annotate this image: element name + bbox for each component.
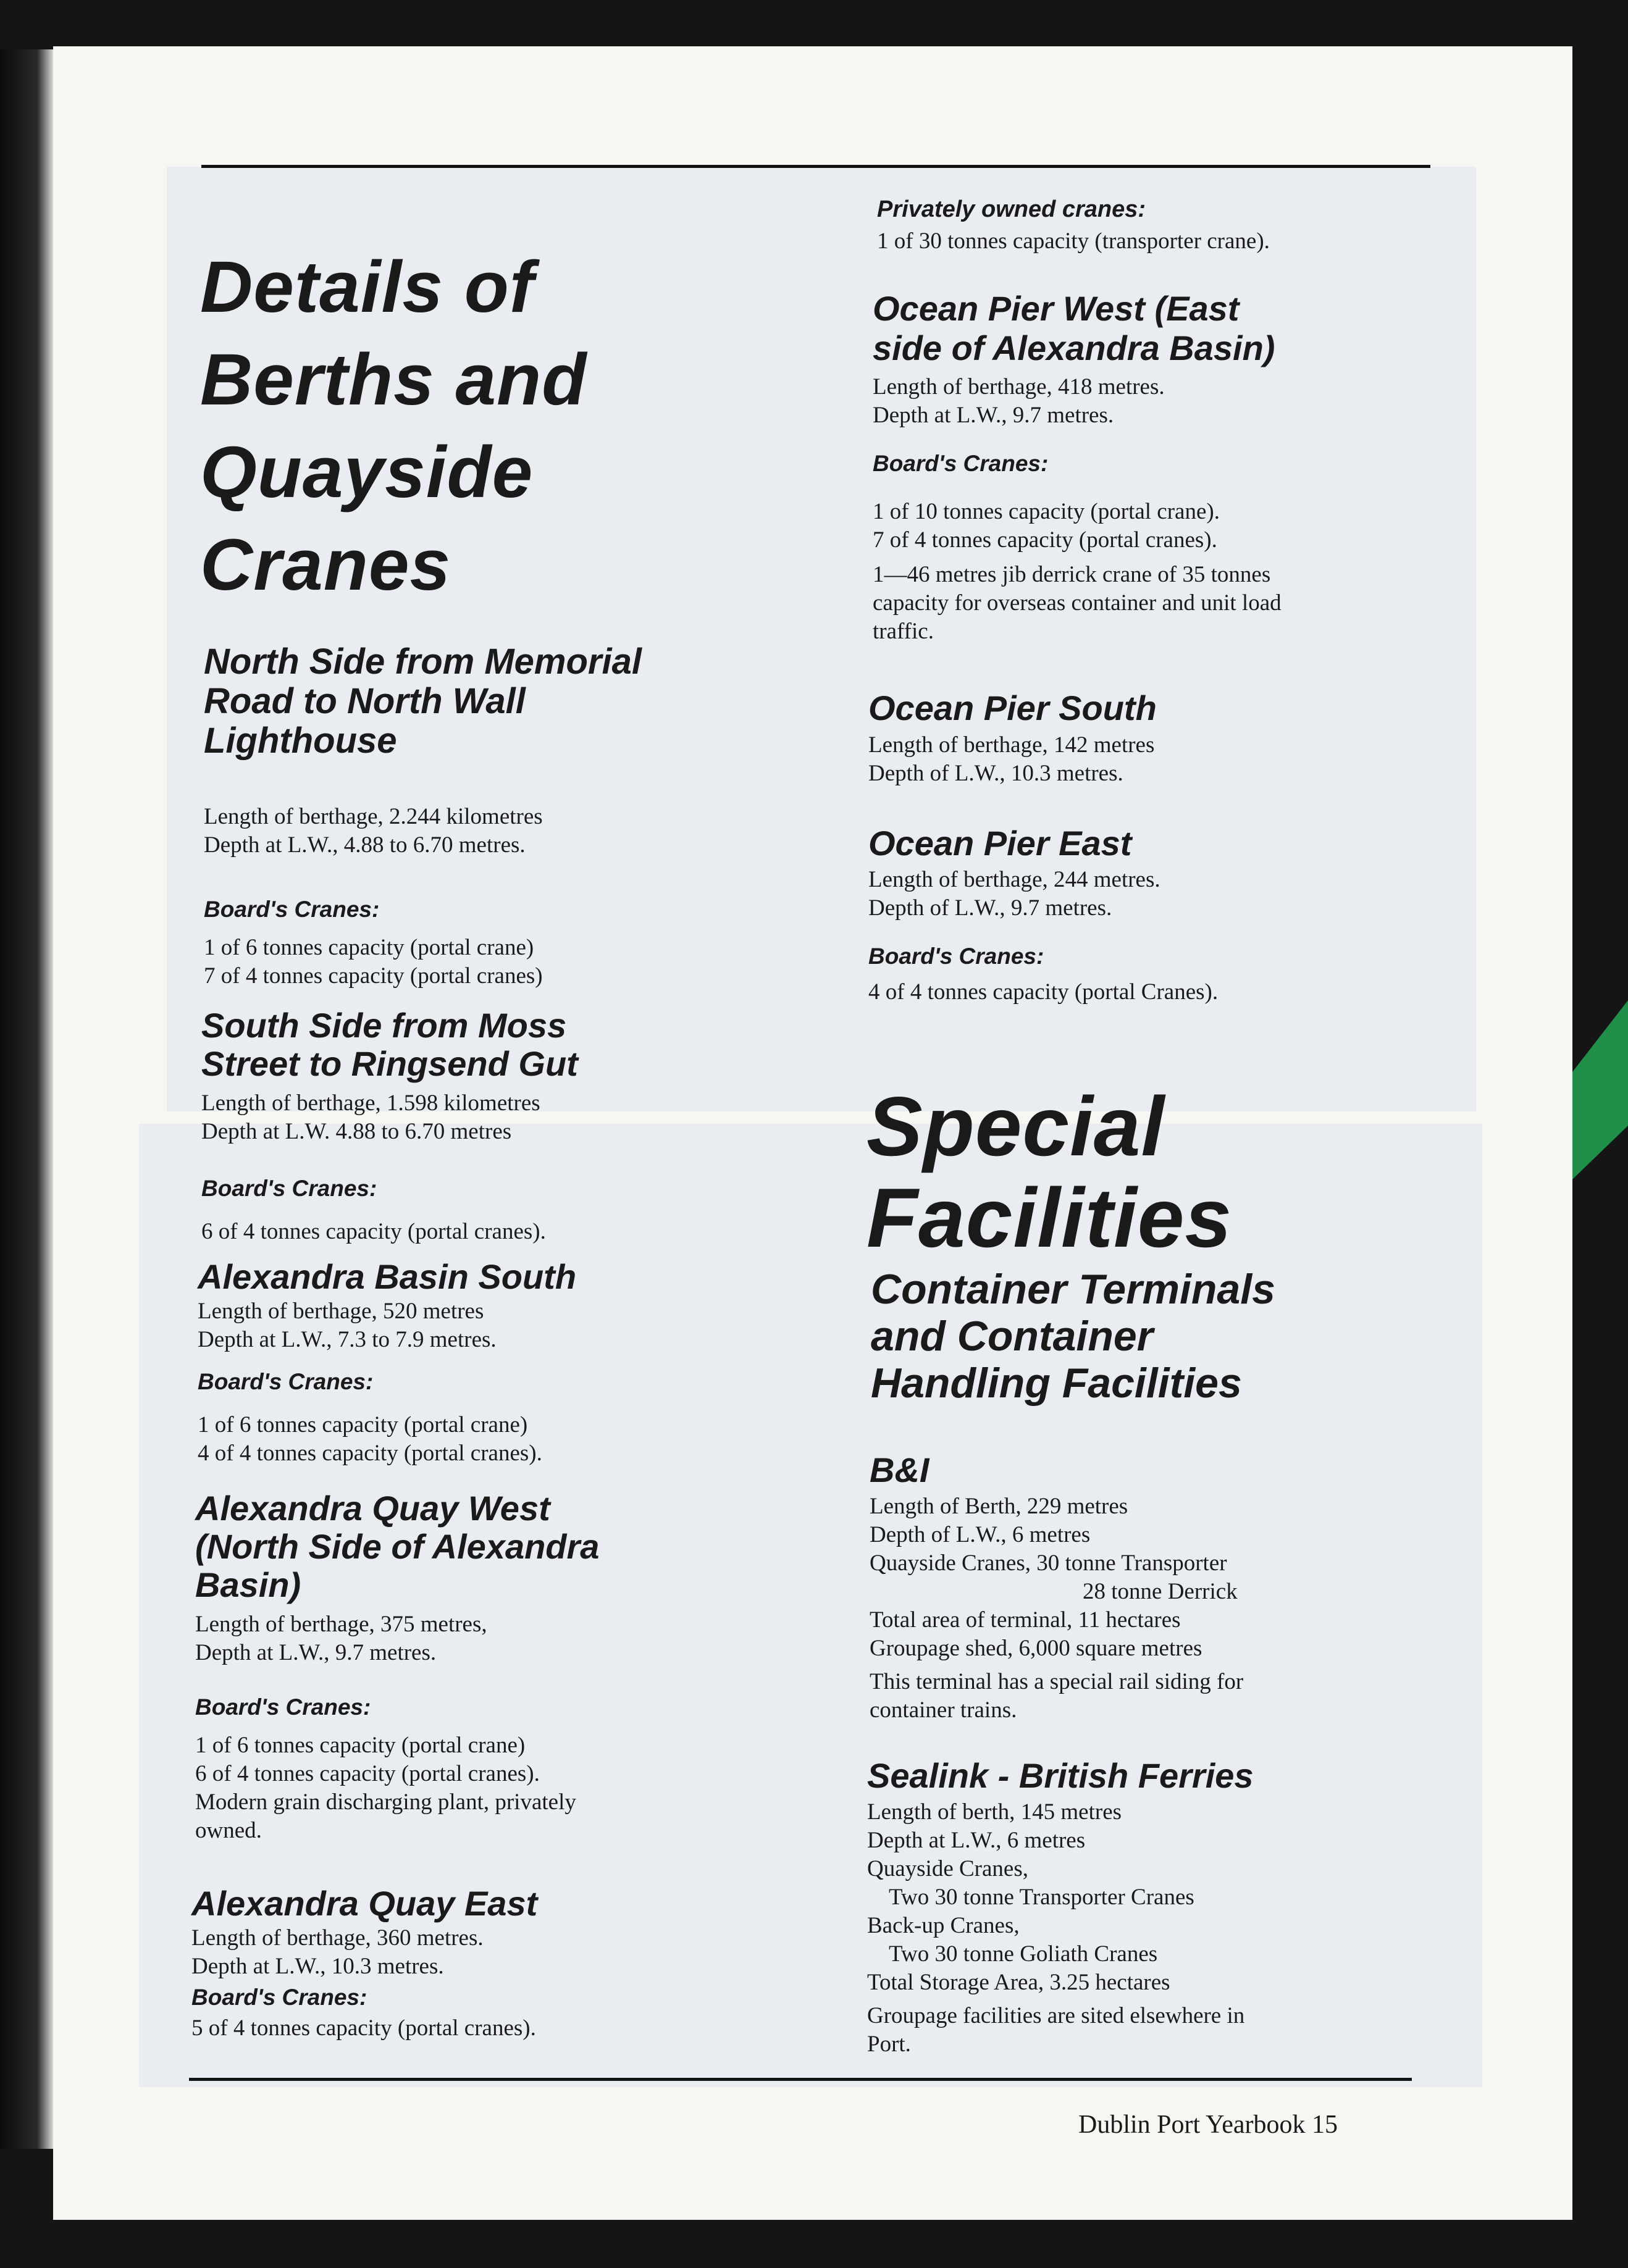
- detail-line: Length of berthage, 360 metres.: [191, 1925, 484, 1951]
- detail-line: 1—46 metres jib derrick crane of 35 tonnes: [873, 562, 1271, 587]
- cranes-label: Board's Cranes:: [204, 897, 380, 922]
- crane-line: 6 of 4 tonnes capacity (portal cranes).: [195, 1761, 540, 1786]
- detail-line: Depth of L.W., 6 metres: [870, 1522, 1091, 1547]
- section-heading: North Side from Memorial: [204, 642, 642, 682]
- section-ocean-pier-east: [868, 821, 1218, 1006]
- main-title-line: Berths and: [200, 339, 587, 421]
- main-title: [200, 241, 587, 611]
- detail-line: Depth at L.W. 4.88 to 6.70 metres: [201, 1119, 512, 1144]
- crane-line: 1 of 10 tonnes capacity (portal crane).: [873, 499, 1220, 524]
- section-heading: Alexandra Basin South: [198, 1257, 577, 1296]
- section-heading: side of Alexandra Basin): [873, 328, 1275, 367]
- detail-line: Depth at L.W., 9.7 metres.: [195, 1640, 437, 1665]
- section-heading: Sealink - British Ferries: [867, 1756, 1254, 1795]
- detail-line: Back-up Cranes,: [867, 1913, 1020, 1938]
- detail-line: traffic.: [873, 619, 934, 644]
- section-heading: Alexandra Quay East: [191, 1884, 538, 1923]
- detail-line: Length of Berth, 229 metres: [870, 1494, 1128, 1519]
- detail-line: Groupage facilities are sited elsewhere in: [867, 2003, 1245, 2028]
- section-heading: Lighthouse: [204, 721, 397, 761]
- crane-line: 4 of 4 tonnes capacity (portal cranes).: [198, 1441, 542, 1466]
- top-rule: [201, 165, 1430, 168]
- book-spine: [0, 49, 53, 2149]
- detail-line: This terminal has a special rail siding for: [870, 1669, 1244, 1694]
- detail-line: Groupage shed, 6,000 square metres: [870, 1636, 1202, 1661]
- main-title-line: Details of: [200, 246, 535, 328]
- section-heading: Ocean Pier West (East: [873, 289, 1240, 328]
- detail-line: owned.: [195, 1818, 262, 1843]
- section-north-side: [204, 642, 642, 990]
- green-tab: [1572, 1000, 1628, 1179]
- detail-line: Depth at L.W., 6 metres: [867, 1828, 1086, 1853]
- detail-line: Port.: [867, 2032, 911, 2057]
- detail-line: Length of berthage, 1.598 kilometres: [201, 1090, 540, 1116]
- main-title-line: Quayside: [200, 432, 534, 513]
- section-heading: (North Side of Alexandra: [195, 1527, 600, 1566]
- section-heading: Basin): [195, 1565, 301, 1604]
- detail-line: Length of berthage, 142 metres: [868, 732, 1155, 758]
- detail-line: 28 tonne Derrick: [1083, 1579, 1238, 1604]
- detail-line: Length of berthage, 244 metres.: [868, 867, 1160, 892]
- section-ocean-pier-south: [868, 685, 1157, 788]
- detail-line: Length of berthage, 520 metres: [198, 1299, 484, 1324]
- container-title-line: Handling Facilities: [871, 1360, 1242, 1407]
- crane-line: 1 of 6 tonnes capacity (portal crane): [198, 1412, 528, 1437]
- container-title-line: Container Terminals: [871, 1266, 1275, 1313]
- cranes-label: Board's Cranes:: [201, 1176, 377, 1201]
- bottom-rule: [189, 2078, 1412, 2081]
- cranes-label: Board's Cranes:: [868, 944, 1044, 969]
- crane-line: 1 of 6 tonnes capacity (portal crane): [195, 1733, 526, 1758]
- detail-line: Depth at L.W., 7.3 to 7.9 metres.: [198, 1327, 497, 1352]
- cranes-label: Board's Cranes:: [873, 451, 1049, 476]
- detail-line: Length of berth, 145 metres: [867, 1799, 1122, 1825]
- detail-line: Two 30 tonne Transporter Cranes: [889, 1885, 1194, 1910]
- detail-line: Quayside Cranes,: [867, 1856, 1028, 1881]
- detail-line: Depth of L.W., 9.7 metres.: [868, 895, 1112, 921]
- detail-line: Depth at L.W., 9.7 metres.: [873, 403, 1114, 428]
- detail-line: Length of berthage, 375 metres,: [195, 1612, 487, 1637]
- detail-line: Length of berthage, 418 metres.: [873, 374, 1165, 400]
- container-terminals-title: [871, 1266, 1275, 1407]
- section-heading: Street to Ringsend Gut: [201, 1044, 578, 1083]
- detail-line: Total Storage Area, 3.25 hectares: [867, 1970, 1170, 1995]
- section-alexandra-basin-south: [198, 1257, 576, 1468]
- crane-line: 7 of 4 tonnes capacity (portal cranes).: [873, 527, 1217, 553]
- crane-line: 4 of 4 tonnes capacity (portal Cranes).: [868, 979, 1219, 1005]
- cranes-label: Board's Cranes:: [195, 1694, 371, 1720]
- section-heading: Ocean Pier South: [868, 688, 1157, 727]
- detail-line: Quayside Cranes, 30 tonne Transporter: [870, 1550, 1227, 1576]
- detail-line: Length of berthage, 2.244 kilometres: [204, 804, 543, 829]
- main-title-line: Cranes: [200, 524, 451, 606]
- cranes-label: Board's Cranes:: [198, 1369, 374, 1394]
- crane-line: 5 of 4 tonnes capacity (portal cranes).: [191, 2015, 536, 2041]
- detail-line: Depth at L.W., 4.88 to 6.70 metres.: [204, 832, 526, 858]
- section-heading: Ocean Pier East: [868, 824, 1132, 863]
- section-heading: Alexandra Quay West: [195, 1489, 550, 1528]
- detail-line: Depth of L.W., 10.3 metres.: [868, 761, 1123, 786]
- private-cranes-label: Privately owned cranes:: [877, 196, 1146, 222]
- section-heading: Road to North Wall: [204, 681, 526, 721]
- section-private-cranes: [877, 191, 1270, 256]
- detail-line: Two 30 tonne Goliath Cranes: [889, 1941, 1158, 1967]
- section-south-side: [201, 1006, 578, 1246]
- section-alexandra-quay-east: [191, 1883, 537, 2043]
- section-ocean-pier-west: [873, 289, 1282, 646]
- crane-line: 1 of 30 tonnes capacity (transporter crane).: [877, 228, 1270, 254]
- crane-line: 6 of 4 tonnes capacity (portal cranes).: [201, 1219, 546, 1244]
- detail-line: Modern grain discharging plant, privately: [195, 1789, 576, 1815]
- crane-line: 7 of 4 tonnes capacity (portal cranes): [204, 963, 543, 989]
- section-heading: South Side from Moss: [201, 1006, 567, 1045]
- special-title-line: Special: [866, 1079, 1165, 1173]
- crane-line: 1 of 6 tonnes capacity (portal crane): [204, 935, 534, 960]
- detail-line: Total area of terminal, 11 hectares: [870, 1607, 1181, 1633]
- special-title-line: Facilities: [866, 1171, 1233, 1265]
- section-heading: B&I: [870, 1450, 929, 1489]
- detail-line: container trains.: [870, 1697, 1017, 1723]
- container-title-line: and Container: [871, 1313, 1154, 1360]
- section-sealink: [867, 1754, 1254, 2059]
- cranes-label: Board's Cranes:: [191, 1985, 367, 2010]
- detail-line: capacity for overseas container and unit load: [873, 590, 1282, 616]
- special-facilities-title: [866, 1081, 1232, 1263]
- page-footer: Dublin Port Yearbook 15: [1078, 2111, 1338, 2139]
- section-alexandra-quay-west: [195, 1489, 599, 1845]
- detail-line: Depth at L.W., 10.3 metres.: [191, 1954, 444, 1979]
- section-bi: [870, 1448, 1243, 1725]
